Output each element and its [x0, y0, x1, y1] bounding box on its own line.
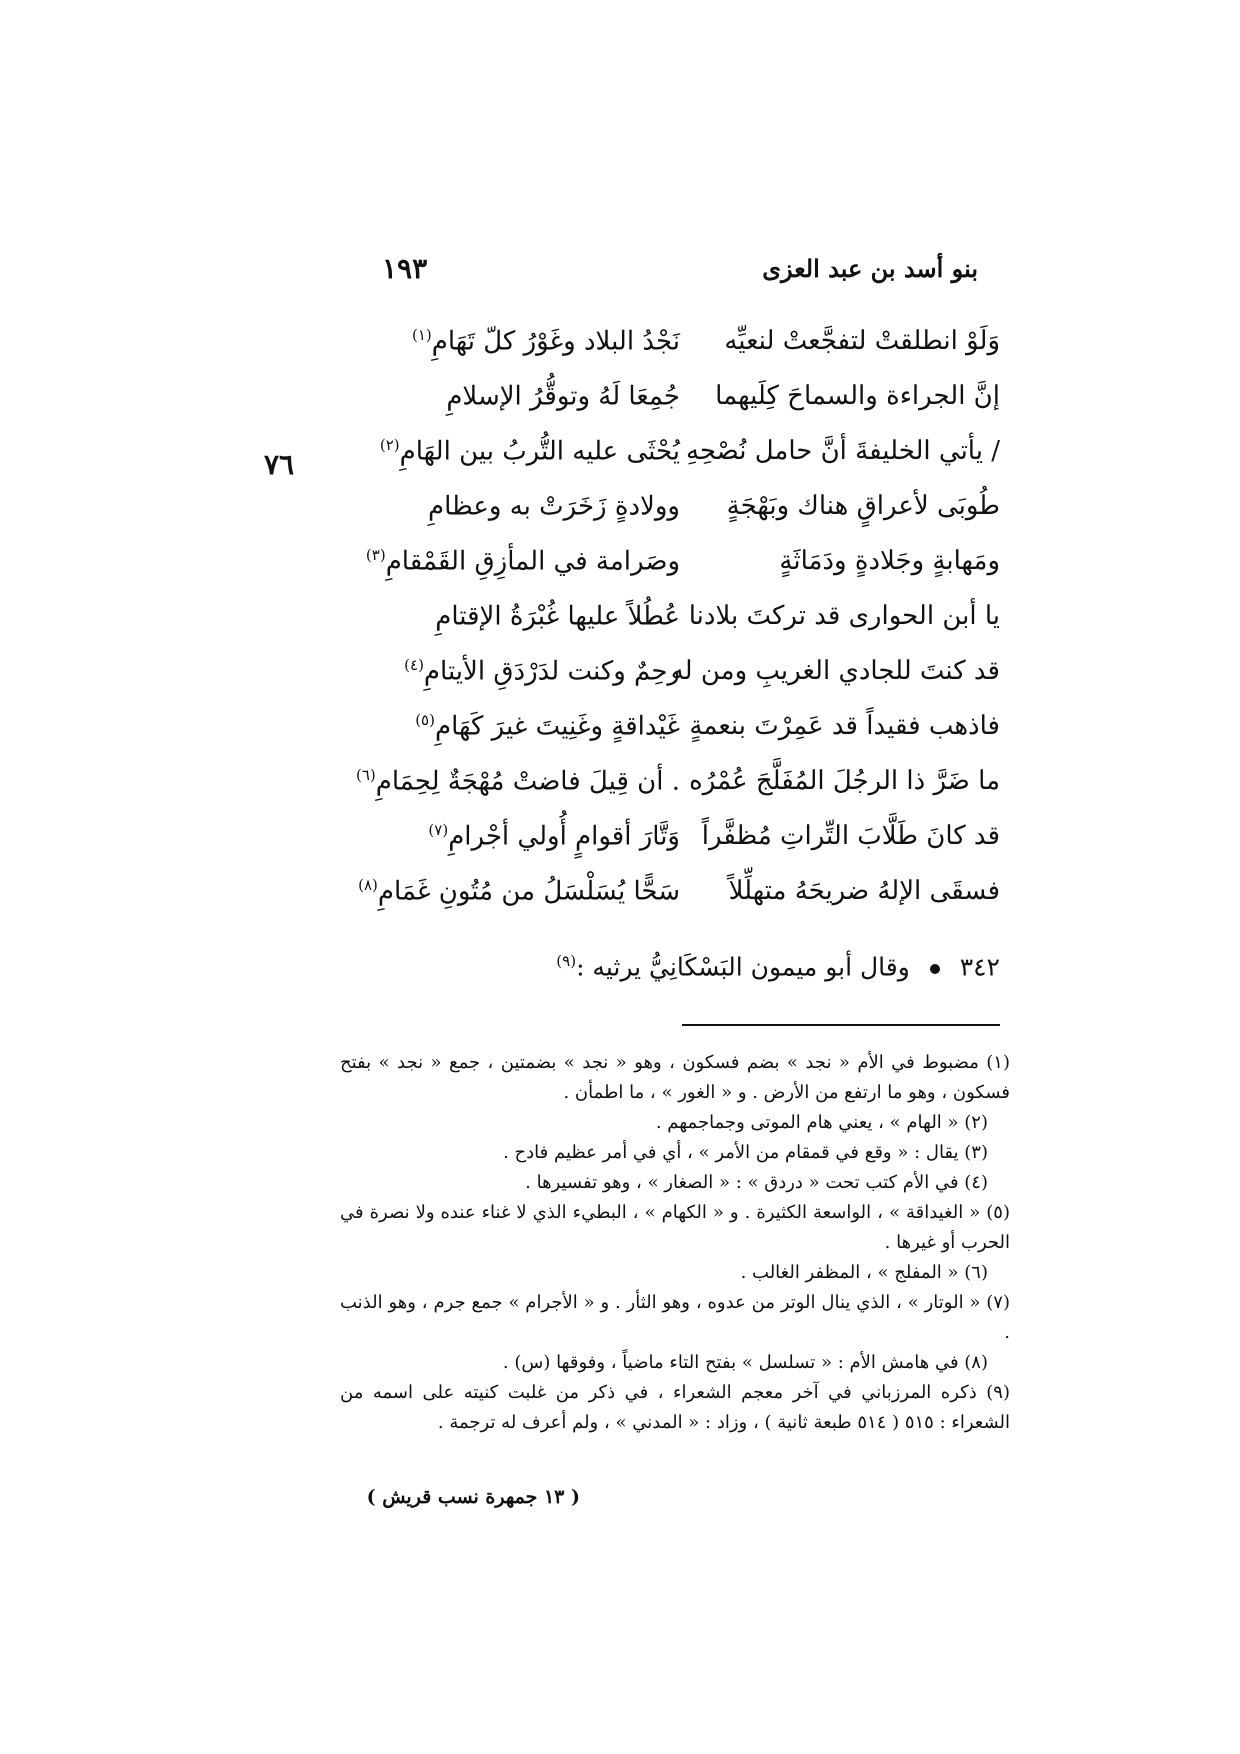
verse-second-hemistich	[360, 546, 680, 577]
verse-first-hemistich: قد كنتَ للجادي الغريبِ ومن له	[670, 656, 1000, 686]
footnote: (٤) في الأم كتب تحت « دردق » : « الصغار » ، وهو تفسيرها .	[525, 1172, 988, 1193]
hemistich-text: عُطُلاً عليها غُبْرَةُ الإقتامِ	[435, 601, 680, 632]
margin-number: ٧٦	[264, 448, 295, 481]
hemistich-text: يُحْثَى عليه التُّربُ بين الهَامِ	[399, 436, 680, 467]
verse-first-hemistich: طُوبَى لأعراقٍ هناك وبَهْجَةٍ	[726, 491, 1000, 521]
footnote: (٣) يقال : « وقع في قمقام من الأمر » ، أي في أمر عظيم فادح .	[503, 1142, 988, 1163]
hemistich-text: نَجْدُ البلاد وغَوْرُ كلّ تَهَامِ	[431, 326, 680, 357]
signature-mark: ( ١٣ جمهرة نسب قريش )	[366, 1486, 580, 1508]
verse-first-hemistich: / يأتي الخليفةَ أنَّ حامل نُصْحِهِ	[685, 436, 1000, 466]
hemistich-text: وَتَّارَ أقوامٍ أُولي أجْرامِ	[448, 821, 680, 852]
hemistich-text: غَيْداقةٍ وغَنِيتَ غيرَ كَهَامِ	[434, 711, 680, 742]
verse-second-hemistich	[360, 381, 680, 412]
hemistich-text: وولادةٍ زَخَرَتْ به وعظامِ	[428, 491, 680, 522]
footnote: (٢) « الهام » ، يعني هام الموتى وجماجمهم .	[655, 1112, 988, 1133]
hemistich-text: وصَرامة في المأزِقِ القَمْقامِ	[385, 546, 680, 577]
footnote: (١) مضبوط في الأم « نجد » بضم فسكون ، وهو « نجد » بضمتين ، جمع « نجد » بفتح فسكون ، وهو ما ارتفع من الأرض . و « الغور » ، ما اطمأن .	[340, 1052, 1010, 1103]
verse-line	[360, 711, 1000, 766]
footnote-rule	[682, 1024, 1000, 1026]
verse-second-hemistich	[360, 656, 680, 687]
verse-line	[360, 601, 1000, 656]
verse-second-hemistich	[360, 436, 680, 467]
verse-line	[360, 326, 1000, 381]
verse-first-hemistich: ومَهابةٍ وجَلادةٍ ودَمَاثَةٍ	[779, 546, 1000, 576]
hemistich-text: سَحًّا يُسَلْسَلُ من مُتُونِ غَمَامِ	[377, 876, 680, 907]
verse-second-hemistich	[360, 876, 680, 907]
verse-first-hemistich: وَلَوْ انطلقتْ لتفجَّعتْ لنعيِّه	[724, 326, 1000, 356]
page-header	[370, 252, 1000, 292]
footnote-marker: (٥)	[415, 711, 435, 729]
poem	[356, 326, 1000, 931]
footnote: (٨) في هامش الأم : « تسلسل » بفتح التاء ماضياً ، وفوقها (س) .	[502, 1352, 988, 1373]
verse-second-hemistich	[356, 766, 680, 797]
footnote-marker: (٦)	[356, 766, 376, 784]
verse-first-hemistich: ما ضَرَّ ذا الرجُلَ المُفَلَّجَ عُمْرُه	[689, 766, 1000, 796]
verse-line	[360, 546, 1000, 601]
bullet-icon	[930, 964, 940, 974]
footnote: (٧) « الوتار » ، الذي ينال الوتر من عدوه ، وهو الثأر . و « الأجرام » جمع جرم ، وهو الذنب .	[340, 1292, 1010, 1343]
footnote-marker: (٢)	[379, 436, 400, 454]
verse-line	[360, 491, 1000, 546]
verse-second-hemistich	[360, 601, 680, 632]
hemistich-text: . أن قِيلَ فاضتْ مُهْجَةٌ لِحِمَامِ	[375, 766, 680, 797]
verse-line	[360, 436, 1000, 491]
footnote-marker: (٣)	[365, 546, 386, 564]
verse-second-hemistich	[360, 491, 680, 522]
entry-text: وقال أبو ميمون البَسْكَانِيُّ يرثيه :	[576, 952, 910, 982]
verse-first-hemistich: يا أبن الحوارى قد تركتَ بلادنا	[688, 601, 1000, 631]
verse-first-hemistich: قد كانَ طَلَّابَ التِّراتِ مُظفَّراً	[701, 821, 1000, 851]
footnotes	[340, 1048, 1010, 1438]
footnote-marker: (٤)	[404, 656, 424, 674]
verse-first-hemistich: فسقَى الإلهُ ضريحَهُ متهلِّلاً	[728, 876, 1000, 906]
verse-line	[360, 876, 1000, 931]
verse-line	[356, 766, 1000, 821]
footnote-marker: (٧)	[428, 821, 449, 839]
verse-second-hemistich	[360, 821, 680, 852]
hemistich-text: جُمِعَا لَهُ وتوقُّرُ الإسلامِ	[446, 381, 680, 412]
verse-second-hemistich	[360, 711, 680, 742]
footnote: (٦) « المفلج » ، المظفر الغالب .	[740, 1262, 988, 1283]
verse-line	[360, 821, 1000, 876]
footnote-marker: (٨)	[358, 876, 378, 894]
verse-line	[360, 656, 1000, 711]
entry-heading	[556, 952, 1000, 981]
verse-second-hemistich	[360, 326, 680, 357]
verse-line	[360, 381, 1000, 436]
verse-first-hemistich: إنَّ الجراءة والسماحَ كِلَيهما	[715, 381, 1000, 411]
entry-number: ٣٤٢	[959, 952, 1000, 982]
hemistich-text: رحِمٌ وكنت لدَرْدَقِ الأيتامِ	[423, 656, 680, 687]
footnote: (٩) ذكره المرزباني في آخر معجم الشعراء ، في ذكر من غلبت كنيته على اسمه من الشعراء : ٥١٥ ( ٥١٤ طبعة ثانية ) ، وزاد : « المدني » ، ولم أعرف له ترجمة .	[340, 1382, 1010, 1433]
verse-first-hemistich: فاذهب فقيداً قد عَمِرْتَ بنعمةٍ	[689, 711, 1000, 741]
page-number: ١٩٣	[382, 252, 428, 285]
footnote: (٥) « الغيداقة » ، الواسعة الكثيرة . و « الكهام » ، البطيء الذي لا غناء عنده ولا نصرة في الحرب أو غيرها .	[340, 1202, 1010, 1253]
footnote-marker: (٩)	[556, 952, 577, 970]
footnote-marker: (١)	[411, 326, 432, 344]
running-title: بنو أسد بن عبد العزى	[762, 254, 978, 283]
